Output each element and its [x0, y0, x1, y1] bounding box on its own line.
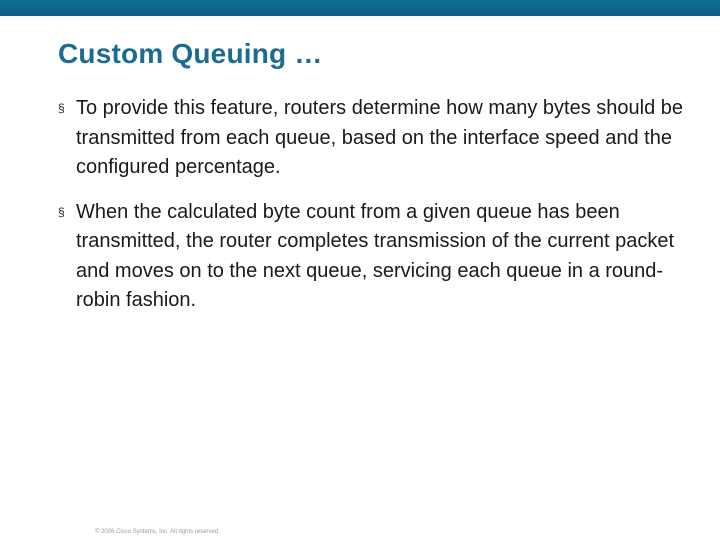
top-banner-bar	[0, 0, 720, 16]
bullet-text: To provide this feature, routers determine how many bytes should be transmitted from each queue, based on the interface speed and the configured percentage.	[76, 97, 683, 178]
bullet-list	[56, 94, 686, 331]
slide-title: Custom Queuing …	[58, 38, 323, 69]
bullet-text: When the calculated byte count from a given queue has been transmitted, the router completes transmission of the current packet and moves on to the next queue, servicing each queue in a round-robin fashion.	[76, 200, 675, 311]
bullet-marker-icon: §	[58, 101, 65, 115]
bullet-marker-icon: §	[58, 204, 65, 219]
footer-copyright: © 2006 Cisco Systems, Inc. All rights reserved.	[95, 529, 220, 535]
bullet-item	[56, 198, 686, 316]
bullet-item	[56, 94, 686, 183]
